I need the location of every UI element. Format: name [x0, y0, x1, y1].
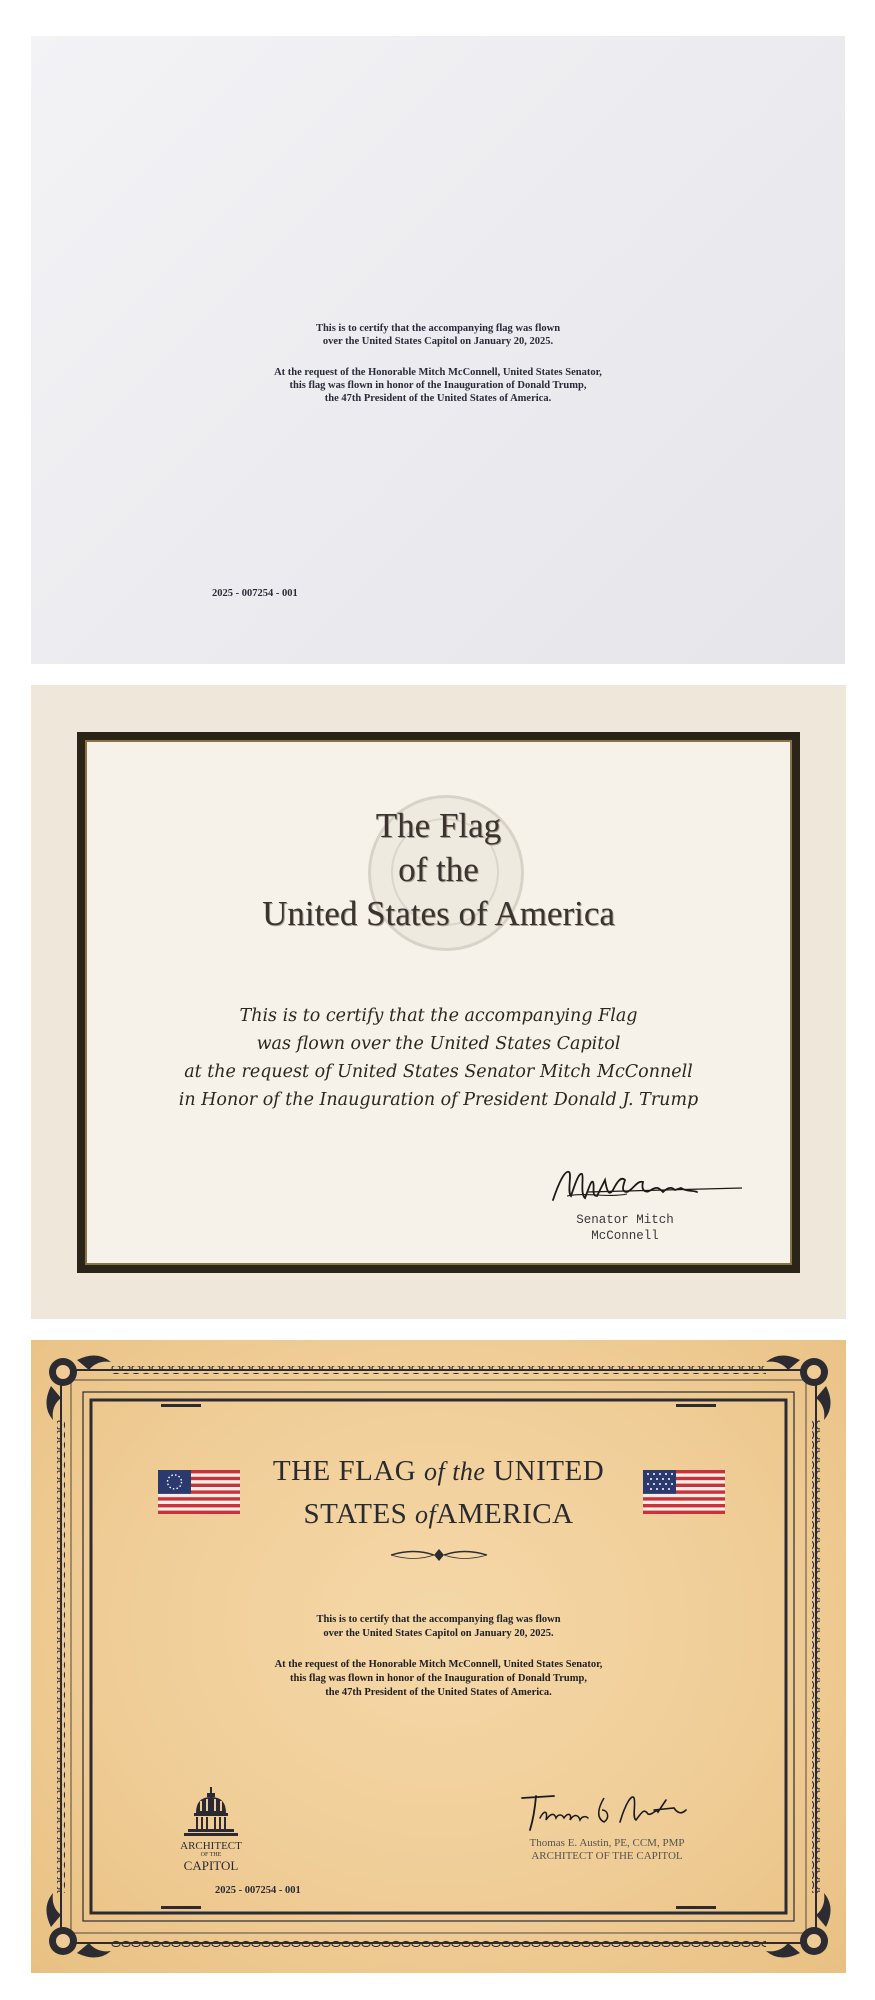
corner-ornament-br: [766, 1893, 831, 1958]
serial-number: 2025 - 007254 - 001: [212, 588, 298, 599]
signature-austin: [518, 1788, 698, 1834]
capitol-dome-icon: [184, 1787, 238, 1839]
certificate-title: The Flag of the United States of America: [262, 806, 615, 933]
certificate-senator: [31, 685, 846, 1319]
corner-ornament-tr: [766, 1355, 831, 1420]
corner-ornament-tl: [46, 1355, 111, 1420]
ornate-border: [31, 1340, 846, 1973]
certificate-title: THE FLAG of the UNITED STATES ofAMERICA: [272, 1455, 605, 1530]
signature-name: Senator Mitch McConnell: [576, 1213, 674, 1243]
certification-text: This is to certify that the accompanying flag was flown over the United States Capitol on January 20, 2025.: [315, 323, 561, 347]
corner-ornament-bl: [46, 1893, 111, 1958]
certificate-architect-of-capitol: [31, 1340, 846, 1973]
signatory-name: Thomas E. Austin, PE, CCM, PMP ARCHITECT OF THE CAPITOL: [529, 1837, 685, 1862]
signature-mcconnell: [547, 1162, 747, 1212]
serial-number: 2025 - 007254 - 001: [215, 1885, 301, 1896]
certification-text: This is to certify that the accompanying flag was flown over the United States Capitol on January 20, 2025.: [316, 1614, 561, 1639]
certificate-plain-insert: [31, 36, 845, 664]
architect-logo-text: ARCHITECT OF THE CAPITOL: [180, 1840, 242, 1873]
title-flourish-divider: [389, 1546, 489, 1564]
request-text: At the request of the Honorable Mitch McConnell, United States Senator, this flag was flown in honor of the Inauguration of Donald Trump, the 47th President of the United States of America.: [274, 367, 602, 404]
certificate-body: This is to certify that the accompanying Flag was flown over the United States Capitol at the request of United States Senator Mitch McConnell in Honor of the Inauguration of President Donald J. Trump: [178, 1006, 699, 1110]
request-text: At the request of the Honorable Mitch McConnell, United States Senator, this flag was flown in honor of the Inauguration of Donald Trump, the 47th President of the United States of America.: [274, 1659, 603, 1698]
gold-black-frame: [77, 732, 800, 1273]
